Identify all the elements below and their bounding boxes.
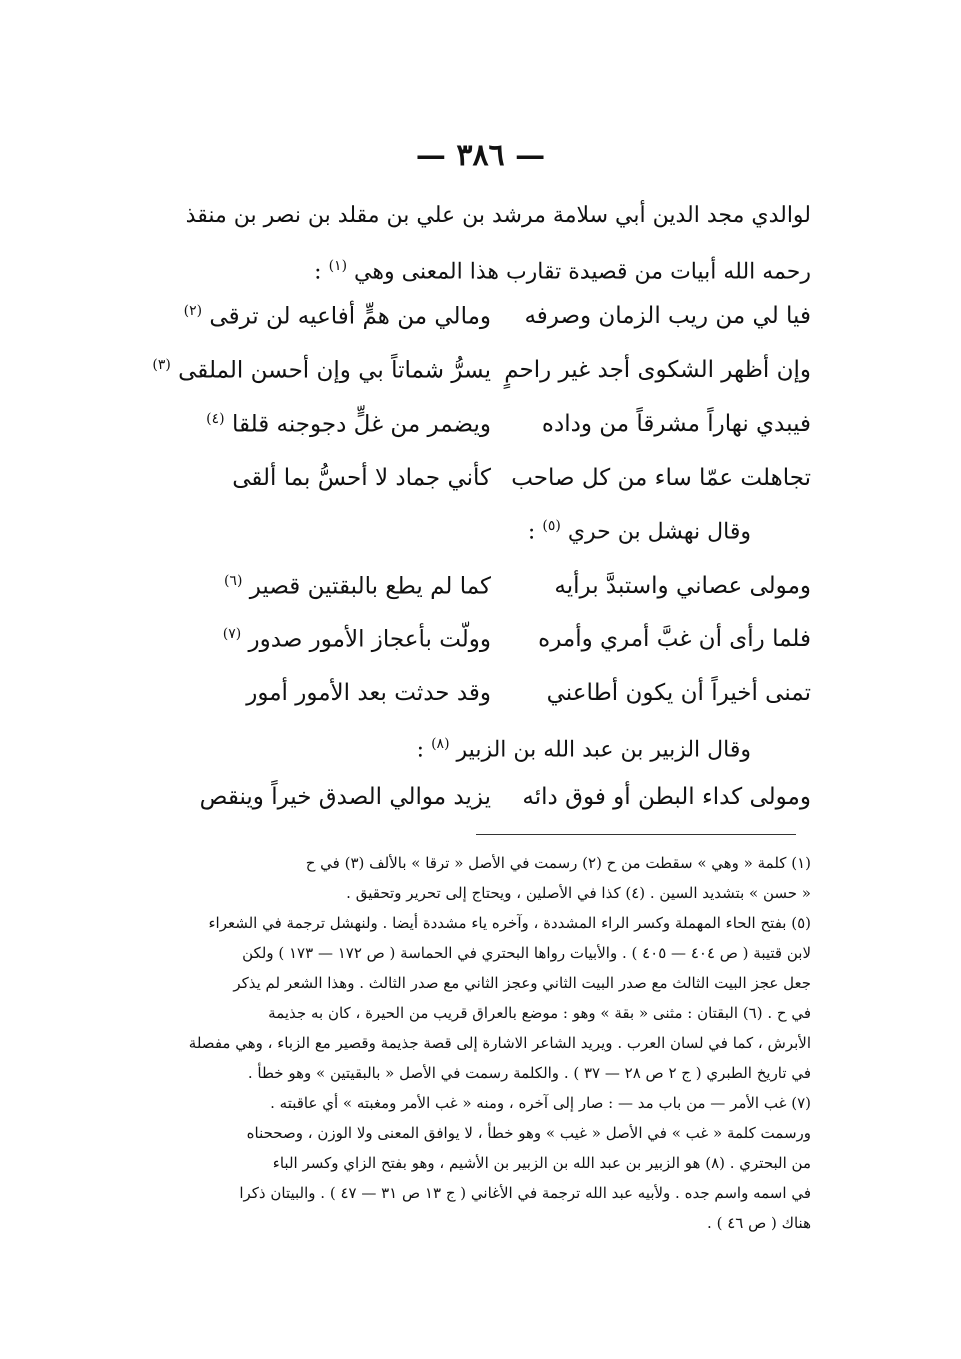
verse-first-hemistich: فيبدي نهاراً مشرقاً من وداده (541, 411, 811, 437)
verse-second-hemistich: يسرُّ شماتاً بي وإن أحسن الملقى $^{(٣)}$ (152, 357, 491, 384)
verse-line (151, 573, 811, 613)
verse-first-hemistich: تمنى أخيراً أن يكون أطاعني (546, 680, 811, 706)
verse-first-hemistich: وإن أظهر الشكوى أجد غير راحمٍ (504, 357, 811, 383)
verse-line (151, 303, 811, 343)
verse-line (151, 626, 811, 666)
verse-line (151, 465, 811, 505)
verse-first-hemistich: فلما رأى أن غبَّ أمري وأمره (538, 626, 811, 652)
footnote-ref: (١) (328, 258, 348, 274)
intro-line-2-text: رحمه الله أبيات من قصيدة تقارب هذا المعنى وهي (354, 259, 811, 285)
verse-second-hemistich: كأني جماد لا أحسُّ بما ألقى (232, 465, 491, 491)
footnote-line: (٥) بفتح الحاء المهملة وكسر الراء المشددة ، وآخره ياء مشددة أيضا . ولنهشل ترجمة في الشعراء (208, 914, 811, 932)
verse-first-hemistich: ومولى عصاني واستبدَّ برأيه (554, 573, 811, 599)
footnote-ref: (٣) (152, 357, 171, 373)
colon: : (527, 519, 536, 545)
verse-first-hemistich: تجاهلت عمّا ساء من كل صاحب (511, 465, 811, 491)
colon: : (314, 259, 322, 285)
poet-intro-text: وقال الزبير بن عبد الله بن الزبير (456, 737, 751, 763)
verse-first-hemistich: فيا لي من ريب الزمان وصرفه (524, 303, 811, 329)
intro-line-1: لوالدي مجد الدين أبي سلامة مرشد بن علي بن مقلد بن نصر بن منقذ (185, 203, 811, 228)
verse-second-hemistich: وولّت بأعجاز الأمور صدور $^{(٧)}$ (222, 626, 491, 653)
footnote-line: لابن قتيبة ( ص ٤٠٤ — ٤٠٥ ) . والأبيات رواها البحتري في الحماسة ( ص ١٧٢ — ١٧٣ ) ولكن (242, 944, 811, 962)
page-number: — ٣٨٦ — (415, 138, 546, 173)
verse-second-hemistich: ومالي من همٍّ أفاعيه لن ترقى $^{(٢)}$ (183, 303, 491, 330)
footnote-line: هناك ( ص ٤٦ ) . (707, 1214, 811, 1232)
colon: : (416, 737, 425, 763)
footnote-line: (١) كلمة « وهي » سقطت من ح (٢) رسمت في الأصل « ترقا » بالألف (٣) في ح (305, 854, 811, 872)
verse-line (151, 357, 811, 397)
verse-line (151, 411, 811, 451)
footnote-line: الأبرش ، كما في لسان العرب . ويريد الشاعر الاشارة إلى قصة جذيمة وقصير مع الزباء ، وهي مفصلة (188, 1034, 811, 1052)
footnote-line: في ح . (٦) البقتان : مثنى « بقة » وهو : موضع بالعراق قريب من الحيرة ، كان به جذيمة (268, 1004, 811, 1022)
footnotes (151, 848, 811, 1238)
verse-second-hemistich: يزيد موالي الصدق خيراً وينقص (199, 784, 491, 810)
footnote-ref: (٨) (431, 736, 450, 752)
footnote-ref: (٦) (223, 573, 243, 589)
footnote-ref: (٧) (222, 626, 242, 642)
footnote-line: في اسمه واسم جده . ولأبيه عبد الله ترجمة في الأغاني ( ج ١٣ ص ٣١ — ٤٧ ) . والبيتان ذكرا (239, 1184, 811, 1202)
verse-line (151, 680, 811, 720)
footnote-line: من البحتري . (٨) هو الزبير بن عبد الله بن الزبير بن الأشيم ، وهو بفتح الزاي وكسر الباء (272, 1154, 811, 1172)
footnote-line: « حسن » بتشديد السين . (٤) كذا في الأصلين ، ويحتاج إلى تحرير وتحقيق . (346, 884, 811, 902)
footnote-line: في تاريخ الطبري ( ج ٢ ص ٢٨ — ٣٧ ) . والكلمة رسمت في الأصل « بالبقيتين » وهو خطأ . (247, 1064, 811, 1082)
footnote-ref: (٥) (542, 518, 561, 534)
footnote-ref: (٢) (183, 303, 203, 319)
verse-second-hemistich: ويضمر من غلٍّ دجوجنه قلقا $^{(٤)}$ (206, 411, 491, 438)
footnote-ref: (٤) (206, 411, 225, 427)
poet-intro-text: وقال نهشل بن حري (567, 519, 751, 545)
verse-first-hemistich: ومولى كداء البطن أو فوق دائه (522, 784, 811, 810)
poet-intro-nahshal (151, 518, 751, 544)
footnote-line: ورسمت كلمة « غب » في الأصل « غيب » وهو خطأ ، لا يوافق المعنى ولا الوزن ، وصححناه (246, 1124, 811, 1142)
footnote-divider (476, 834, 796, 835)
verse-second-hemistich: كما لم يطع بالبقتين قصير $^{(٦)}$ (223, 573, 491, 600)
footnote-line: جعل عجز البيت الثالث مع صدر البيت الثاني وعجز الثاني مع صدر الثالث . وهذا الشعر لم يذكر (233, 974, 811, 992)
footnote-line: (٧) غب الأمر — من باب مد — : صار إلى آخره ، ومنه « غب الأمر ومغبته » أي عاقبته . (270, 1094, 811, 1112)
verse-second-hemistich: وقد حدثت بعد الأمور أمور (246, 680, 491, 706)
verse-line (151, 784, 811, 824)
poet-intro-zubayr (151, 736, 751, 762)
intro-line-2 (151, 258, 811, 284)
